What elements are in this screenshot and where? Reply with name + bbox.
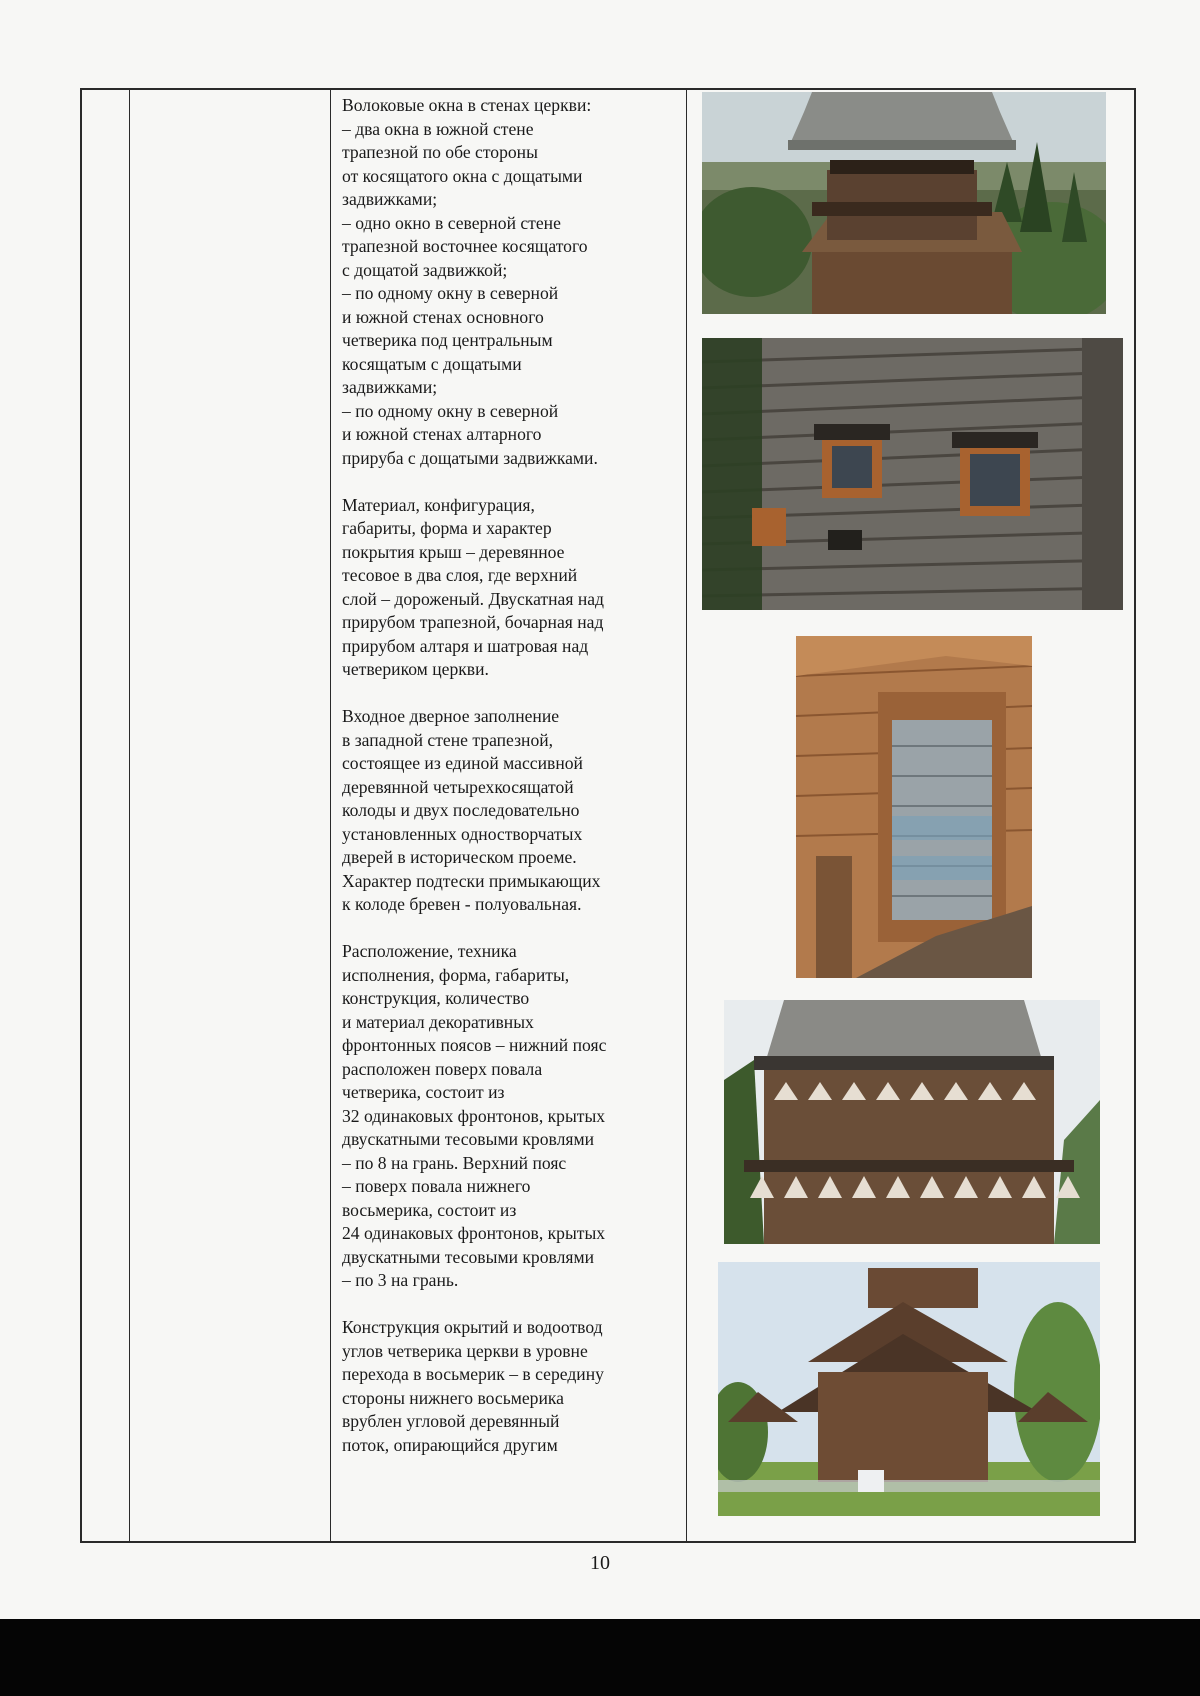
- text-line: – поверх повала нижнего: [342, 1176, 531, 1196]
- text-line: слой – дороженый. Двускатная над: [342, 588, 605, 609]
- text-line: к колоде бревен - полуовальная.: [342, 894, 582, 914]
- paragraph-drainage: [342, 1316, 682, 1457]
- text-line: расположен поверх повала: [342, 1058, 543, 1079]
- text-line: двускатными тесовыми кровлями: [342, 1246, 595, 1267]
- text-line: от косящатого окна с дощатыми: [342, 165, 583, 186]
- text-line: Характер подтески примыкающих: [342, 870, 601, 891]
- table-bottom-border: [80, 1541, 1136, 1543]
- text-line: фронтонных поясов – нижний пояс: [342, 1035, 607, 1055]
- photo-church-exterior: [718, 1262, 1100, 1516]
- text-line: прируба с дощатыми задвижками.: [342, 447, 598, 468]
- text-line: стороны нижнего восьмерика: [342, 1387, 564, 1408]
- table-right-border: [1134, 88, 1136, 1543]
- text-line: установленных одностворчатых: [342, 823, 583, 844]
- description-column: [342, 94, 682, 1481]
- text-line: трапезной восточнее косящатого: [342, 236, 588, 256]
- photo-log-wall-windows: [702, 338, 1123, 610]
- text-line: – по одному окну в северной: [342, 283, 559, 303]
- text-line: прирубом трапезной, бочарная над: [342, 612, 604, 632]
- scan-bottom-band: [0, 1619, 1200, 1696]
- text-line: перехода в восьмерик – в середину: [342, 1364, 604, 1384]
- text-line: состоящее из единой массивной: [342, 753, 583, 773]
- text-line: – по 3 на грань.: [342, 1270, 459, 1290]
- text-line: прирубом алтаря и шатровая над: [342, 635, 589, 656]
- text-line: и южной стенах алтарного: [342, 424, 542, 444]
- photo-gable-belts: [724, 1000, 1100, 1244]
- text-line: исполнения, форма, габариты,: [342, 964, 570, 985]
- text-line: и материал декоративных: [342, 1011, 534, 1032]
- text-line: – по одному окну в северной: [342, 400, 559, 421]
- text-line: покрытия крыш – деревянное: [342, 541, 565, 562]
- text-line: Материал, конфигурация,: [342, 494, 535, 515]
- text-line: с дощатой задвижкой;: [342, 259, 508, 280]
- column-divider-3: [686, 88, 687, 1543]
- paragraph-door: [342, 705, 682, 917]
- paragraph-dormer-windows: [342, 94, 682, 470]
- text-line: Волоковые окна в стенах церкви:: [342, 95, 592, 115]
- text-line: дверей в историческом проеме.: [342, 847, 577, 867]
- page-number: 10: [590, 1552, 610, 1574]
- text-line: задвижками;: [342, 189, 438, 209]
- text-line: Входное дверное заполнение: [342, 706, 560, 726]
- photo-church-tower-aerial: [702, 92, 1106, 314]
- text-line: конструкция, количество: [342, 988, 530, 1008]
- text-line: – одно окно в северной стене: [342, 212, 561, 233]
- text-line: – по 8 на грань. Верхний пояс: [342, 1152, 567, 1173]
- photo-entrance-door: [796, 636, 1032, 978]
- paragraph-roof: [342, 494, 682, 682]
- text-line: четверика под центральным: [342, 330, 553, 350]
- text-line: углов четверика церкви в уровне: [342, 1340, 588, 1361]
- text-line: задвижками;: [342, 377, 438, 397]
- text-line: колоды и двух последовательно: [342, 800, 580, 820]
- text-line: трапезной по обе стороны: [342, 142, 538, 162]
- column-divider-1: [129, 88, 130, 1543]
- text-line: поток, опирающийся другим: [342, 1434, 558, 1455]
- column-divider-2: [330, 88, 331, 1543]
- paragraph-gable-belts: [342, 940, 682, 1293]
- text-line: габариты, форма и характер: [342, 518, 552, 538]
- text-line: Конструкция окрытий и водоотвод: [342, 1317, 603, 1337]
- text-line: косящатым с дощатыми: [342, 353, 522, 374]
- text-line: и южной стенах основного: [342, 306, 544, 327]
- text-line: – два окна в южной стене: [342, 118, 534, 139]
- table-left-border: [80, 88, 82, 1543]
- table-top-border: [80, 88, 1136, 90]
- text-line: четверика, состоит из: [342, 1082, 505, 1102]
- text-line: четвериком церкви.: [342, 659, 489, 679]
- text-line: врублен угловой деревянный: [342, 1411, 560, 1431]
- text-line: 32 одинаковых фронтонов, крытых: [342, 1105, 606, 1126]
- text-line: Расположение, техника: [342, 941, 517, 961]
- text-line: двускатными тесовыми кровлями: [342, 1129, 595, 1149]
- text-line: тесовое в два слоя, где верхний: [342, 565, 578, 585]
- text-line: 24 одинаковых фронтонов, крытых: [342, 1223, 606, 1243]
- text-line: в западной стене трапезной,: [342, 729, 554, 750]
- text-line: восьмерика, состоит из: [342, 1199, 517, 1220]
- text-line: деревянной четырехкосящатой: [342, 776, 574, 797]
